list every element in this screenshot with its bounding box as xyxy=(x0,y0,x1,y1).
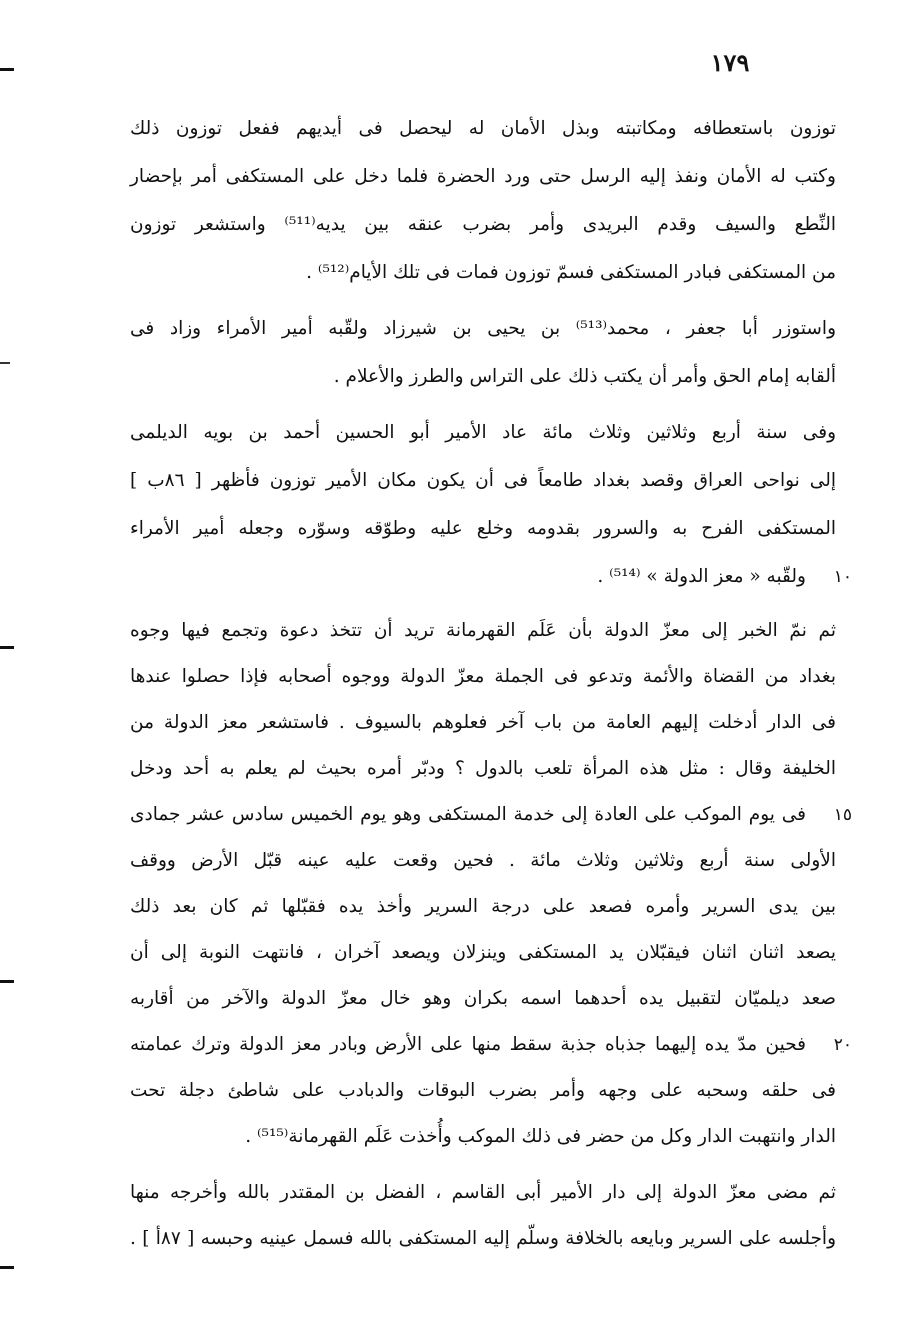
text-line: صعد ديلميّان لتقبيل يده أحدهما اسمه بكران وهو خال معزّ الدولة والآخر من أقاربه xyxy=(130,988,836,1009)
text-line: يصعد اثنان اثنان فيقبّلان يد المستكفى وينزلان ويصعد آخران ، فانتهت النوبة إلى أن xyxy=(130,942,836,963)
text-line: ولقّبه « معز الدولة » ⁽⁵¹⁴⁾ . xyxy=(597,566,806,587)
scan-edge-mark xyxy=(0,68,14,71)
line-number-15: ١٥ xyxy=(833,805,852,825)
scan-edge-mark xyxy=(0,980,14,983)
text-line: وفى سنة أربع وثلاثين وثلاث مائة عاد الأمير أبو الحسين أحمد بن بويه الديلمى xyxy=(130,422,836,443)
text-line: بين يدى السرير وأمره فصعد على درجة السرير وأخذ يده فقبّلها ثم كان بعد ذلك xyxy=(130,896,836,917)
text-line: الدار وانتهبت الدار وكل من حضر فى ذلك الموكب وأُخذت عَلَم القهرمانة⁽⁵¹⁵⁾ . xyxy=(245,1126,836,1147)
text-line: من المستكفى فبادر المستكفى فسمّ توزون فمات فى تلك الأيام⁽⁵¹²⁾ . xyxy=(306,262,836,283)
text-line: الأولى سنة أربع وثلاثين وثلاث مائة . فحين وقعت عليه عينه قبّل الأرض ووقف xyxy=(130,850,836,871)
scan-edge-mark xyxy=(0,1266,14,1269)
text-line: الخليفة وقال : مثل هذه المرأة تلعب بالدول ؟ ودبّر أمره بحيث لم يعلم به أحد ودخل xyxy=(130,758,836,779)
text-line: توزون باستعطافه ومكاتبته وبذل الأمان له ليحصل فى أيديهم ففعل توزون ذلك xyxy=(130,118,836,139)
text-line: المستكفى الفرح به والسرور بقدومه وخلع عليه وطوّقه وسوّره وجعله أمير الأمراء xyxy=(130,518,836,539)
page-number: ١٧٩ xyxy=(710,48,750,77)
line-number-20: ٢٠ xyxy=(833,1035,852,1055)
text-line: فى الدار أدخلت إليهم العامة من باب آخر فعلوهم بالسيوف . فاستشعر معز الدولة من xyxy=(130,712,836,733)
text-line: واستوزر أبا جعفر ، محمد⁽⁵¹³⁾ بن يحيى بن شيرزاد ولقّبه أمير الأمراء وزاد فى xyxy=(130,318,836,339)
scan-edge-mark xyxy=(0,646,14,649)
text-line: ثم نمّ الخبر إلى معزّ الدولة بأن عَلَم القهرمانة تريد أن تتخذ دعوة وتجمع فيها وجوه xyxy=(130,620,836,641)
text-line: النِّطع والسيف وقدم البريدى وأمر بضرب عنقه بين يديه⁽⁵¹¹⁾ واستشعر توزون xyxy=(130,214,836,235)
text-line: ألقابه إمام الحق وأمر أن يكتب ذلك على التراس والطرز والأعلام . xyxy=(333,366,836,387)
text-line: وكتب له الأمان ونفذ إليه الرسل حتى ورد الحضرة فلما دخل على المستكفى أمر بإحضار xyxy=(130,166,836,187)
text-line: إلى نواحى العراق وقصد بغداد طامعاً فى أن يكون مكان الأمير توزون فأظهر [ ٨٦ب ] xyxy=(130,470,836,491)
text-line: ثم مضى معزّ الدولة إلى دار الأمير أبى القاسم ، الفضل بن المقتدر بالله وأخرجه منها xyxy=(130,1182,836,1203)
text-line: بغداد من القضاة والأئمة وتدعو فى الجملة معزّ الدولة ووجوه أصحابه فإذا حصلوا عندها xyxy=(130,666,836,687)
text-line: وأجلسه على السرير وبايعه بالخلافة وسلّم إليه المستكفى بالله فسمل عينيه وحبسه [ ٨٧أ ] . xyxy=(130,1228,836,1249)
text-line: فحين مدّ يده إليهما جذباه جذبة سقط منها على الأرض وبادر معز الدولة وترك عمامته xyxy=(130,1034,806,1055)
text-line: فى يوم الموكب على العادة إلى خدمة المستكفى وهو يوم الخميس سادس عشر جمادى xyxy=(130,804,806,825)
line-number-10: ١٠ xyxy=(833,567,852,587)
text-line: فى حلقه وسحبه على وجهه وأمر بضرب البوقات والدبادب على شاطئ دجلة تحت xyxy=(130,1080,836,1101)
scan-edge-mark xyxy=(0,362,10,364)
